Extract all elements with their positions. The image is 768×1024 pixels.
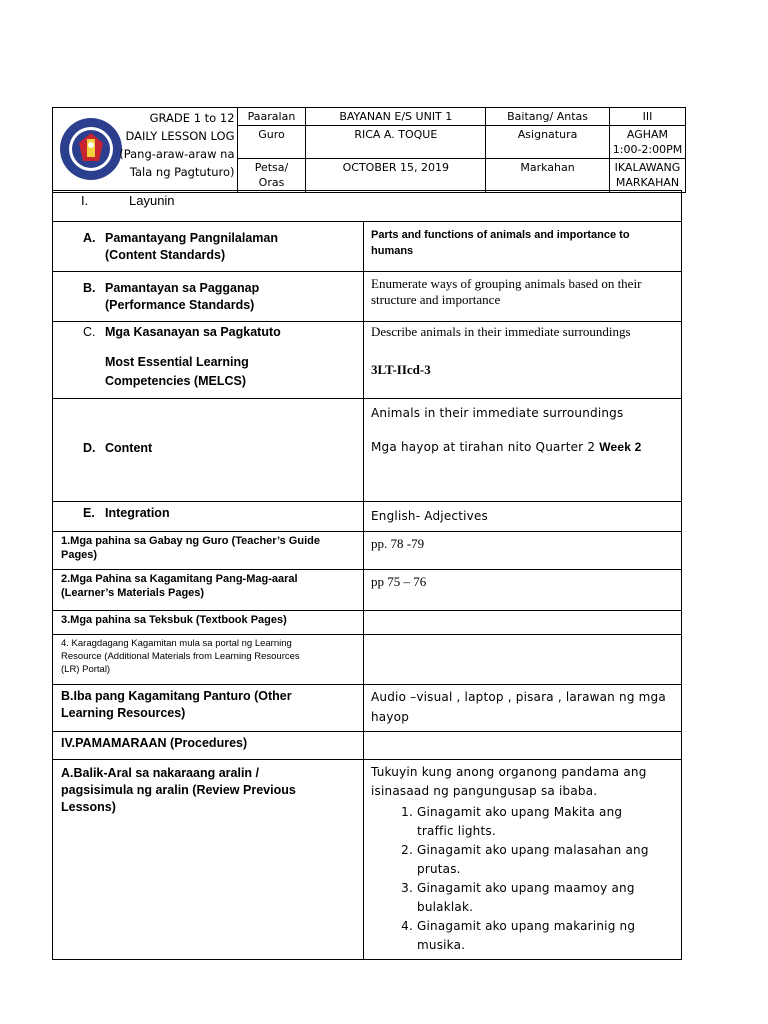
content-standards-sub: (Content Standards) [105, 248, 226, 262]
title-line-2: DAILY LESSON LOG [125, 129, 235, 143]
learners-materials-value: pp 75 – 76 [364, 570, 682, 611]
other-resources-label-2: Learning Resources) [61, 706, 186, 720]
content-standards-title: Pamantayang Pangnilalaman [105, 231, 278, 245]
learners-materials-label-1: 2.Mga Pahina sa Kagamitang Pang-Mag-aaral [61, 573, 298, 585]
quarter-label: Markahan [486, 159, 610, 193]
review-question-text: 1. Ginagamit ako upang Makita ang [417, 805, 623, 819]
review-question-text: 3. Ginagamit ako upang maamoy ang [417, 881, 635, 895]
content-standards-label [53, 222, 364, 272]
review-question-text: 2. Ginagamit ako upang malasahan ang [417, 843, 649, 857]
review-intro-1: Tukuyin kung anong organong pandama ang [371, 765, 647, 779]
grade-label: Baitang/ Antas [486, 108, 610, 126]
additional-materials-label-3: (LR) Portal) [61, 664, 111, 675]
additional-materials-label-2: Resource (Additional Materials from Learning Resources [61, 651, 300, 662]
content-value-2: Mga hayop at tirahan nito Quarter 2 [371, 440, 596, 454]
grade-value: III [609, 108, 685, 126]
title-line-1: GRADE 1 to 12 [149, 111, 235, 125]
additional-materials-label [53, 635, 364, 685]
competencies-value [364, 322, 682, 399]
procedures-label: IV.PAMAMARAAN (Procedures) [53, 732, 364, 760]
review-question [417, 879, 675, 917]
review-question-list [371, 803, 675, 955]
performance-standards-sub: (Performance Standards) [105, 298, 255, 312]
content-week: Week 2 [599, 440, 642, 454]
date-label-2: Oras [258, 176, 285, 189]
teacher-label: Guro [237, 126, 306, 159]
learners-materials-label-2: (Learner’s Materials Pages) [61, 587, 205, 599]
other-resources-value-1: Audio –visual , laptop , pisara , larawan ng mga [371, 690, 666, 704]
competency-code: 3LT-IIcd-3 [371, 362, 431, 377]
objectives-numeral: I. [81, 193, 89, 208]
melcs-title: Most Essential Learning [105, 355, 249, 369]
textbook-value [364, 611, 682, 635]
performance-standards-title: Pamantayan sa Pagganap [105, 281, 260, 295]
letter-d: D. [83, 440, 96, 455]
other-resources-label-1: B.Iba pang Kagamitang Panturo (Other [61, 689, 292, 703]
textbook-label: 3.Mga pahina sa Teksbuk (Textbook Pages) [53, 611, 364, 635]
competencies-text: Describe animals in their immediate surroundings [371, 324, 631, 339]
review-question-text: bulaklak. [417, 900, 474, 914]
competencies-title: Mga Kasanayan sa Pagkatuto [105, 325, 281, 339]
letter-a: A. [83, 231, 96, 245]
school-label: Paaralan [237, 108, 306, 126]
additional-materials-label-1: 4. Karagdagang Kagamitan mula sa portal ng Learning [61, 638, 292, 649]
lesson-table [52, 190, 682, 960]
content-standards-value [364, 222, 682, 272]
date-value: OCTOBER 15, 2019 [306, 159, 486, 193]
deped-seal-icon [59, 117, 123, 181]
subject-time: 1:00-2:00PM [612, 143, 683, 156]
review-intro-2: isinasaad ng pangungusap sa ibaba. [371, 784, 598, 798]
title-line-3: (Pang-araw-araw na [119, 147, 235, 161]
additional-materials-value [364, 635, 682, 685]
review-question-text: prutas. [417, 862, 461, 876]
header-table [52, 107, 686, 193]
title-cell [53, 108, 238, 193]
review-question-text: 4. Ginagamit ako upang makarinig ng [417, 919, 636, 933]
teachers-guide-label [53, 532, 364, 570]
objectives-label: Layunin [129, 193, 175, 208]
performance-standards-value [364, 272, 682, 322]
review-question [417, 841, 675, 879]
review-label-3: Lessons) [61, 800, 116, 814]
content-value-1: Animals in their immediate surroundings [371, 406, 624, 420]
quarter-value [609, 159, 685, 193]
review-label-2: pagsisimula ng aralin (Review Previous [61, 783, 296, 797]
content-value [364, 399, 682, 502]
teachers-guide-value: pp. 78 -79 [364, 532, 682, 570]
performance-standards-label [53, 272, 364, 322]
other-resources-value [364, 685, 682, 732]
integration-title: Integration [105, 506, 170, 520]
content-label [53, 399, 364, 502]
date-label-1: Petsa/ [254, 161, 289, 174]
content-standards-value-1: Parts and functions of animals and importance to [371, 229, 630, 241]
content-title: Content [105, 440, 153, 455]
subject-label: Asignatura [486, 126, 610, 159]
content-standards-value-2: humans [371, 245, 414, 257]
letter-b: B. [83, 281, 96, 295]
date-label [237, 159, 306, 193]
review-question-text: traffic lights. [417, 824, 496, 838]
letter-e: E. [83, 506, 95, 520]
review-label-1: A.Balik-Aral sa nakaraang aralin / [61, 766, 260, 780]
subject-name: AGHAM [626, 128, 669, 141]
other-resources-value-2: hayop [371, 710, 410, 724]
procedures-value [364, 732, 682, 760]
integration-label [53, 502, 364, 532]
teacher-value: RICA A. TOQUE [306, 126, 486, 159]
quarter-value-1: IKALAWANG [614, 161, 681, 174]
review-question [417, 917, 675, 955]
teachers-guide-label-2: Pages) [61, 549, 98, 561]
competencies-label [53, 322, 364, 399]
integration-value: English- Adjectives [364, 502, 682, 532]
melcs-sub: Competencies (MELCS) [105, 374, 246, 388]
quarter-value-2: MARKAHAN [615, 176, 680, 189]
other-resources-label [53, 685, 364, 732]
performance-standards-value-2: structure and importance [371, 292, 501, 307]
review-question [417, 803, 675, 841]
school-value: BAYANAN E/S UNIT 1 [306, 108, 486, 126]
review-value [364, 760, 682, 960]
teachers-guide-label-1: 1.Mga pahina sa Gabay ng Guro (Teacher’s Guide [61, 535, 320, 547]
title-line-4: Tala ng Pagtuturo) [129, 165, 235, 179]
review-question-text: musika. [417, 938, 466, 952]
subject-value [609, 126, 685, 159]
letter-c: C. [83, 325, 96, 339]
objectives-row [53, 191, 682, 222]
performance-standards-value-1: Enumerate ways of grouping animals based on their [371, 276, 642, 291]
review-label [53, 760, 364, 960]
learners-materials-label [53, 570, 364, 611]
